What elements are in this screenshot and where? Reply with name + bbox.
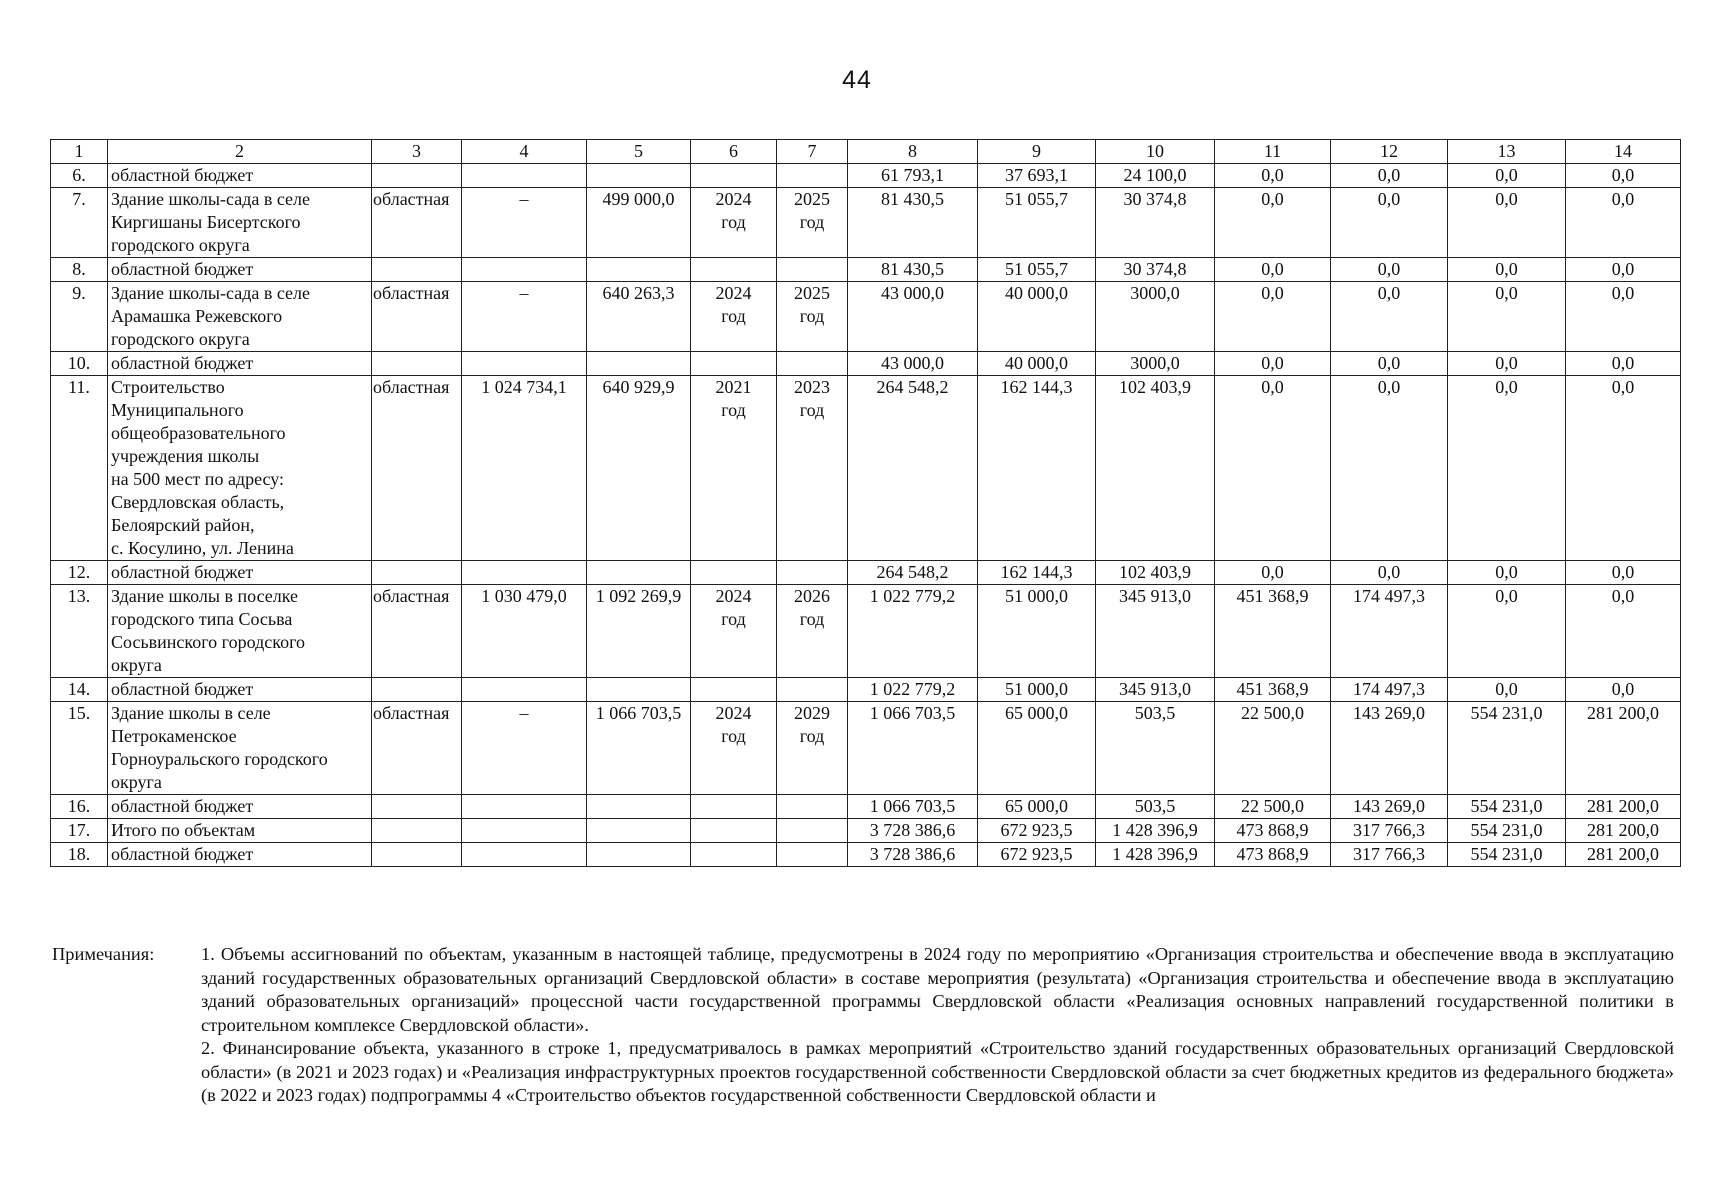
table-cell: 281 200,0 [1566, 795, 1681, 819]
table-cell [587, 164, 691, 188]
table-cell: 1 066 703,5 [587, 702, 691, 795]
table-cell: областной бюджет [108, 258, 372, 282]
header-cell: 13 [1448, 140, 1566, 164]
table-cell: 0,0 [1566, 282, 1681, 352]
header-cell: 4 [462, 140, 587, 164]
table-cell [372, 258, 462, 282]
table-cell: 65 000,0 [978, 795, 1096, 819]
table-cell: 8. [51, 258, 108, 282]
table-row [51, 352, 1681, 376]
table-cell: 143 269,0 [1331, 795, 1448, 819]
table-cell: областная [372, 282, 462, 352]
table-cell: 672 923,5 [978, 819, 1096, 843]
table-cell: 2021 год [691, 376, 777, 561]
table-cell: 2024 год [691, 282, 777, 352]
table-cell: 22 500,0 [1215, 702, 1331, 795]
table-cell: областная [372, 188, 462, 258]
table-cell [777, 164, 848, 188]
table-cell: 0,0 [1331, 561, 1448, 585]
table-cell: 3000,0 [1096, 282, 1215, 352]
table-cell: 2024 год [691, 585, 777, 678]
table-cell: 0,0 [1215, 376, 1331, 561]
table-cell: 1 092 269,9 [587, 585, 691, 678]
table-cell [587, 561, 691, 585]
table-cell: – [462, 702, 587, 795]
table-cell: 281 200,0 [1566, 819, 1681, 843]
table-cell: 0,0 [1448, 352, 1566, 376]
table-cell: 0,0 [1448, 258, 1566, 282]
table-cell: 11. [51, 376, 108, 561]
table-cell: 0,0 [1331, 164, 1448, 188]
table-cell: 554 231,0 [1448, 795, 1566, 819]
table-cell: 40 000,0 [978, 282, 1096, 352]
table-cell: 12. [51, 561, 108, 585]
table-cell [587, 352, 691, 376]
table-cell: 473 868,9 [1215, 819, 1331, 843]
table-cell [691, 843, 777, 867]
table-row [51, 188, 1681, 258]
header-cell: 12 [1331, 140, 1448, 164]
table-cell: 1 022 779,2 [848, 678, 978, 702]
table-cell: 0,0 [1215, 352, 1331, 376]
table-cell: 0,0 [1448, 585, 1566, 678]
table-cell: 640 263,3 [587, 282, 691, 352]
table-cell: 503,5 [1096, 702, 1215, 795]
table-cell: 0,0 [1331, 188, 1448, 258]
table-cell: 2026 год [777, 585, 848, 678]
table-cell: 102 403,9 [1096, 561, 1215, 585]
table-cell: 0,0 [1215, 164, 1331, 188]
table-cell: 281 200,0 [1566, 843, 1681, 867]
notes-body [201, 943, 1674, 1108]
table-cell: областная [372, 376, 462, 561]
table-cell: 0,0 [1448, 164, 1566, 188]
table-cell: областной бюджет [108, 352, 372, 376]
table-cell: 0,0 [1448, 376, 1566, 561]
table-cell [691, 819, 777, 843]
table-cell [691, 164, 777, 188]
table-cell: 37 693,1 [978, 164, 1096, 188]
table-cell: 6. [51, 164, 108, 188]
table-cell: 672 923,5 [978, 843, 1096, 867]
table-cell: 0,0 [1566, 258, 1681, 282]
table-cell: областной бюджет [108, 164, 372, 188]
table-cell [462, 164, 587, 188]
table-cell: 0,0 [1566, 585, 1681, 678]
header-cell: 6 [691, 140, 777, 164]
table-cell: Строительство Муниципального общеобразовательного учреждения школы на 500 мест по адресу: Свердловская область, Белоярский район, с. Косулино, ул. Ленина [108, 376, 372, 561]
table-cell: 451 368,9 [1215, 678, 1331, 702]
table-cell: 0,0 [1331, 282, 1448, 352]
table-cell: 0,0 [1566, 352, 1681, 376]
table-cell [777, 819, 848, 843]
table-cell: 143 269,0 [1331, 702, 1448, 795]
table-cell: 9. [51, 282, 108, 352]
table-cell: 499 000,0 [587, 188, 691, 258]
table-cell [372, 561, 462, 585]
table-cell: 554 231,0 [1448, 843, 1566, 867]
header-cell: 9 [978, 140, 1096, 164]
table-cell [691, 258, 777, 282]
table-row [51, 702, 1681, 795]
table-cell: 43 000,0 [848, 282, 978, 352]
table-cell: 0,0 [1566, 164, 1681, 188]
table-cell: 2029 год [777, 702, 848, 795]
table-cell: 0,0 [1566, 376, 1681, 561]
table-cell: 3 728 386,6 [848, 843, 978, 867]
table-cell: 0,0 [1215, 282, 1331, 352]
page-number: 44 [842, 66, 872, 94]
table-cell: 503,5 [1096, 795, 1215, 819]
table-cell: 1 428 396,9 [1096, 843, 1215, 867]
table-row [51, 843, 1681, 867]
table-cell: 264 548,2 [848, 376, 978, 561]
table-cell [462, 819, 587, 843]
table-cell: 3 728 386,6 [848, 819, 978, 843]
table-cell: 0,0 [1448, 188, 1566, 258]
table-cell [587, 795, 691, 819]
table-cell [587, 678, 691, 702]
table-row [51, 678, 1681, 702]
table-cell: 473 868,9 [1215, 843, 1331, 867]
note-item-2: 2. Финансирование объекта, указанного в строке 1, предусматривалось в рамках мероприятий «Строительство зданий государственных образовательных организаций Свердловской области» (в 2021 и 2023 годах) и «Реализация инфраструктурных проектов государственной собственности Свердловской области за счет бюджетных кредитов из федерального бюджета» (в 2022 и 2023 годах) подпрограммы 4 «Строительство объектов государственной собственности Свердловской области и [201, 1038, 1674, 1105]
table-cell: 51 055,7 [978, 258, 1096, 282]
table-cell: областная [372, 702, 462, 795]
table-cell [462, 561, 587, 585]
table-row [51, 282, 1681, 352]
table-cell: 30 374,8 [1096, 188, 1215, 258]
table-cell: 317 766,3 [1331, 843, 1448, 867]
table-cell: 0,0 [1331, 352, 1448, 376]
table-cell: 22 500,0 [1215, 795, 1331, 819]
table-cell [462, 843, 587, 867]
table-cell [587, 843, 691, 867]
table-cell: областной бюджет [108, 678, 372, 702]
table-cell: областной бюджет [108, 843, 372, 867]
table-cell [587, 258, 691, 282]
table-cell: 51 055,7 [978, 188, 1096, 258]
table-cell: 1 066 703,5 [848, 795, 978, 819]
table-cell: – [462, 282, 587, 352]
table-cell: 15. [51, 702, 108, 795]
table-cell: 81 430,5 [848, 258, 978, 282]
table-cell: 81 430,5 [848, 188, 978, 258]
table-cell: 0,0 [1331, 376, 1448, 561]
header-row [51, 140, 1681, 164]
header-cell: 1 [51, 140, 108, 164]
table-cell: 0,0 [1448, 678, 1566, 702]
table-cell: 30 374,8 [1096, 258, 1215, 282]
table-cell: 0,0 [1448, 282, 1566, 352]
table-cell: 0,0 [1215, 561, 1331, 585]
table-cell: 345 913,0 [1096, 585, 1215, 678]
table-row [51, 258, 1681, 282]
table-row [51, 819, 1681, 843]
table-cell: 281 200,0 [1566, 702, 1681, 795]
table-cell [691, 678, 777, 702]
table-cell: 24 100,0 [1096, 164, 1215, 188]
table-cell [777, 352, 848, 376]
table-cell: 0,0 [1448, 561, 1566, 585]
table-cell: 2024 год [691, 188, 777, 258]
table-cell: 13. [51, 585, 108, 678]
table-cell [462, 678, 587, 702]
table-cell: 17. [51, 819, 108, 843]
notes-label: Примечания: [52, 944, 155, 964]
table-cell: 7. [51, 188, 108, 258]
table-cell [777, 678, 848, 702]
table-cell [372, 164, 462, 188]
table-cell: 102 403,9 [1096, 376, 1215, 561]
header-cell: 14 [1566, 140, 1681, 164]
table-cell: 51 000,0 [978, 585, 1096, 678]
table-cell: 264 548,2 [848, 561, 978, 585]
table-cell: 16. [51, 795, 108, 819]
table-cell: 162 144,3 [978, 376, 1096, 561]
table-cell: 0,0 [1331, 258, 1448, 282]
header-cell: 5 [587, 140, 691, 164]
table-cell: 0,0 [1215, 258, 1331, 282]
table-row [51, 585, 1681, 678]
table-cell: 0,0 [1566, 561, 1681, 585]
table-cell: 2024 год [691, 702, 777, 795]
table-cell [462, 795, 587, 819]
table-cell [691, 795, 777, 819]
table-cell: 51 000,0 [978, 678, 1096, 702]
table-cell: 1 428 396,9 [1096, 819, 1215, 843]
table-cell [462, 258, 587, 282]
financing-table [50, 139, 1681, 867]
table-cell: 345 913,0 [1096, 678, 1215, 702]
note-item-1: 1. Объемы ассигнований по объектам, указанным в настоящей таблице, предусмотрены в 2024 году по мероприятию «Организация строительства и обеспечение ввода в эксплуатацию зданий государственных образовательных организаций Свердловской области» в составе мероприятия (результата) «Организация строительства и обеспечение ввода в эксплуатацию зданий образовательных организаций» процессной части государственной программы Свердловской области «Реализация основных направлений государственной политики в строительном комплексе Свердловской области». [201, 944, 1674, 1035]
table-cell [587, 819, 691, 843]
table-cell: областная [372, 585, 462, 678]
table-cell: 43 000,0 [848, 352, 978, 376]
table-cell: Здание школы-сада в селе Киргишаны Бисертского городского округа [108, 188, 372, 258]
table-body [51, 140, 1681, 867]
table-cell: 18. [51, 843, 108, 867]
table-cell [691, 352, 777, 376]
table-cell: 1 022 779,2 [848, 585, 978, 678]
table-cell: 61 793,1 [848, 164, 978, 188]
header-cell: 7 [777, 140, 848, 164]
table-cell: 174 497,3 [1331, 678, 1448, 702]
table-cell: Здание школы в селе Петрокаменское Горноуральского городского округа [108, 702, 372, 795]
header-cell: 10 [1096, 140, 1215, 164]
table-cell: областной бюджет [108, 561, 372, 585]
table-cell: 640 929,9 [587, 376, 691, 561]
table-cell [372, 819, 462, 843]
table-cell [372, 352, 462, 376]
table-row [51, 795, 1681, 819]
table-cell: 554 231,0 [1448, 702, 1566, 795]
table-cell: 162 144,3 [978, 561, 1096, 585]
table-cell: 3000,0 [1096, 352, 1215, 376]
table-cell: 1 030 479,0 [462, 585, 587, 678]
table-cell: 1 066 703,5 [848, 702, 978, 795]
header-cell: 8 [848, 140, 978, 164]
table-cell: 1 024 734,1 [462, 376, 587, 561]
table-cell [372, 678, 462, 702]
table-cell: Итого по объектам [108, 819, 372, 843]
table-cell: 14. [51, 678, 108, 702]
table-cell: 40 000,0 [978, 352, 1096, 376]
table-cell: 317 766,3 [1331, 819, 1448, 843]
table-cell: – [462, 188, 587, 258]
table-cell [777, 843, 848, 867]
table-cell: 2023 год [777, 376, 848, 561]
header-cell: 3 [372, 140, 462, 164]
table-cell: 554 231,0 [1448, 819, 1566, 843]
header-cell: 11 [1215, 140, 1331, 164]
table-cell [462, 352, 587, 376]
table-row [51, 561, 1681, 585]
table-cell: 2025 год [777, 188, 848, 258]
table-cell: 174 497,3 [1331, 585, 1448, 678]
table-cell: 0,0 [1215, 188, 1331, 258]
table-cell: 2025 год [777, 282, 848, 352]
table-row [51, 164, 1681, 188]
table-cell [777, 561, 848, 585]
table-cell: 0,0 [1566, 188, 1681, 258]
table-cell: 451 368,9 [1215, 585, 1331, 678]
table-cell: Здание школы в поселке городского типа Сосьва Сосьвинского городского округа [108, 585, 372, 678]
table-cell: областной бюджет [108, 795, 372, 819]
table-cell: 10. [51, 352, 108, 376]
table-row [51, 376, 1681, 561]
table-cell: 65 000,0 [978, 702, 1096, 795]
table-cell [691, 561, 777, 585]
table-cell [372, 795, 462, 819]
table-cell: 0,0 [1566, 678, 1681, 702]
table-cell: Здание школы-сада в селе Арамашка Режевского городского округа [108, 282, 372, 352]
table-cell [777, 258, 848, 282]
table-cell [777, 795, 848, 819]
table-cell [372, 843, 462, 867]
header-cell: 2 [108, 140, 372, 164]
